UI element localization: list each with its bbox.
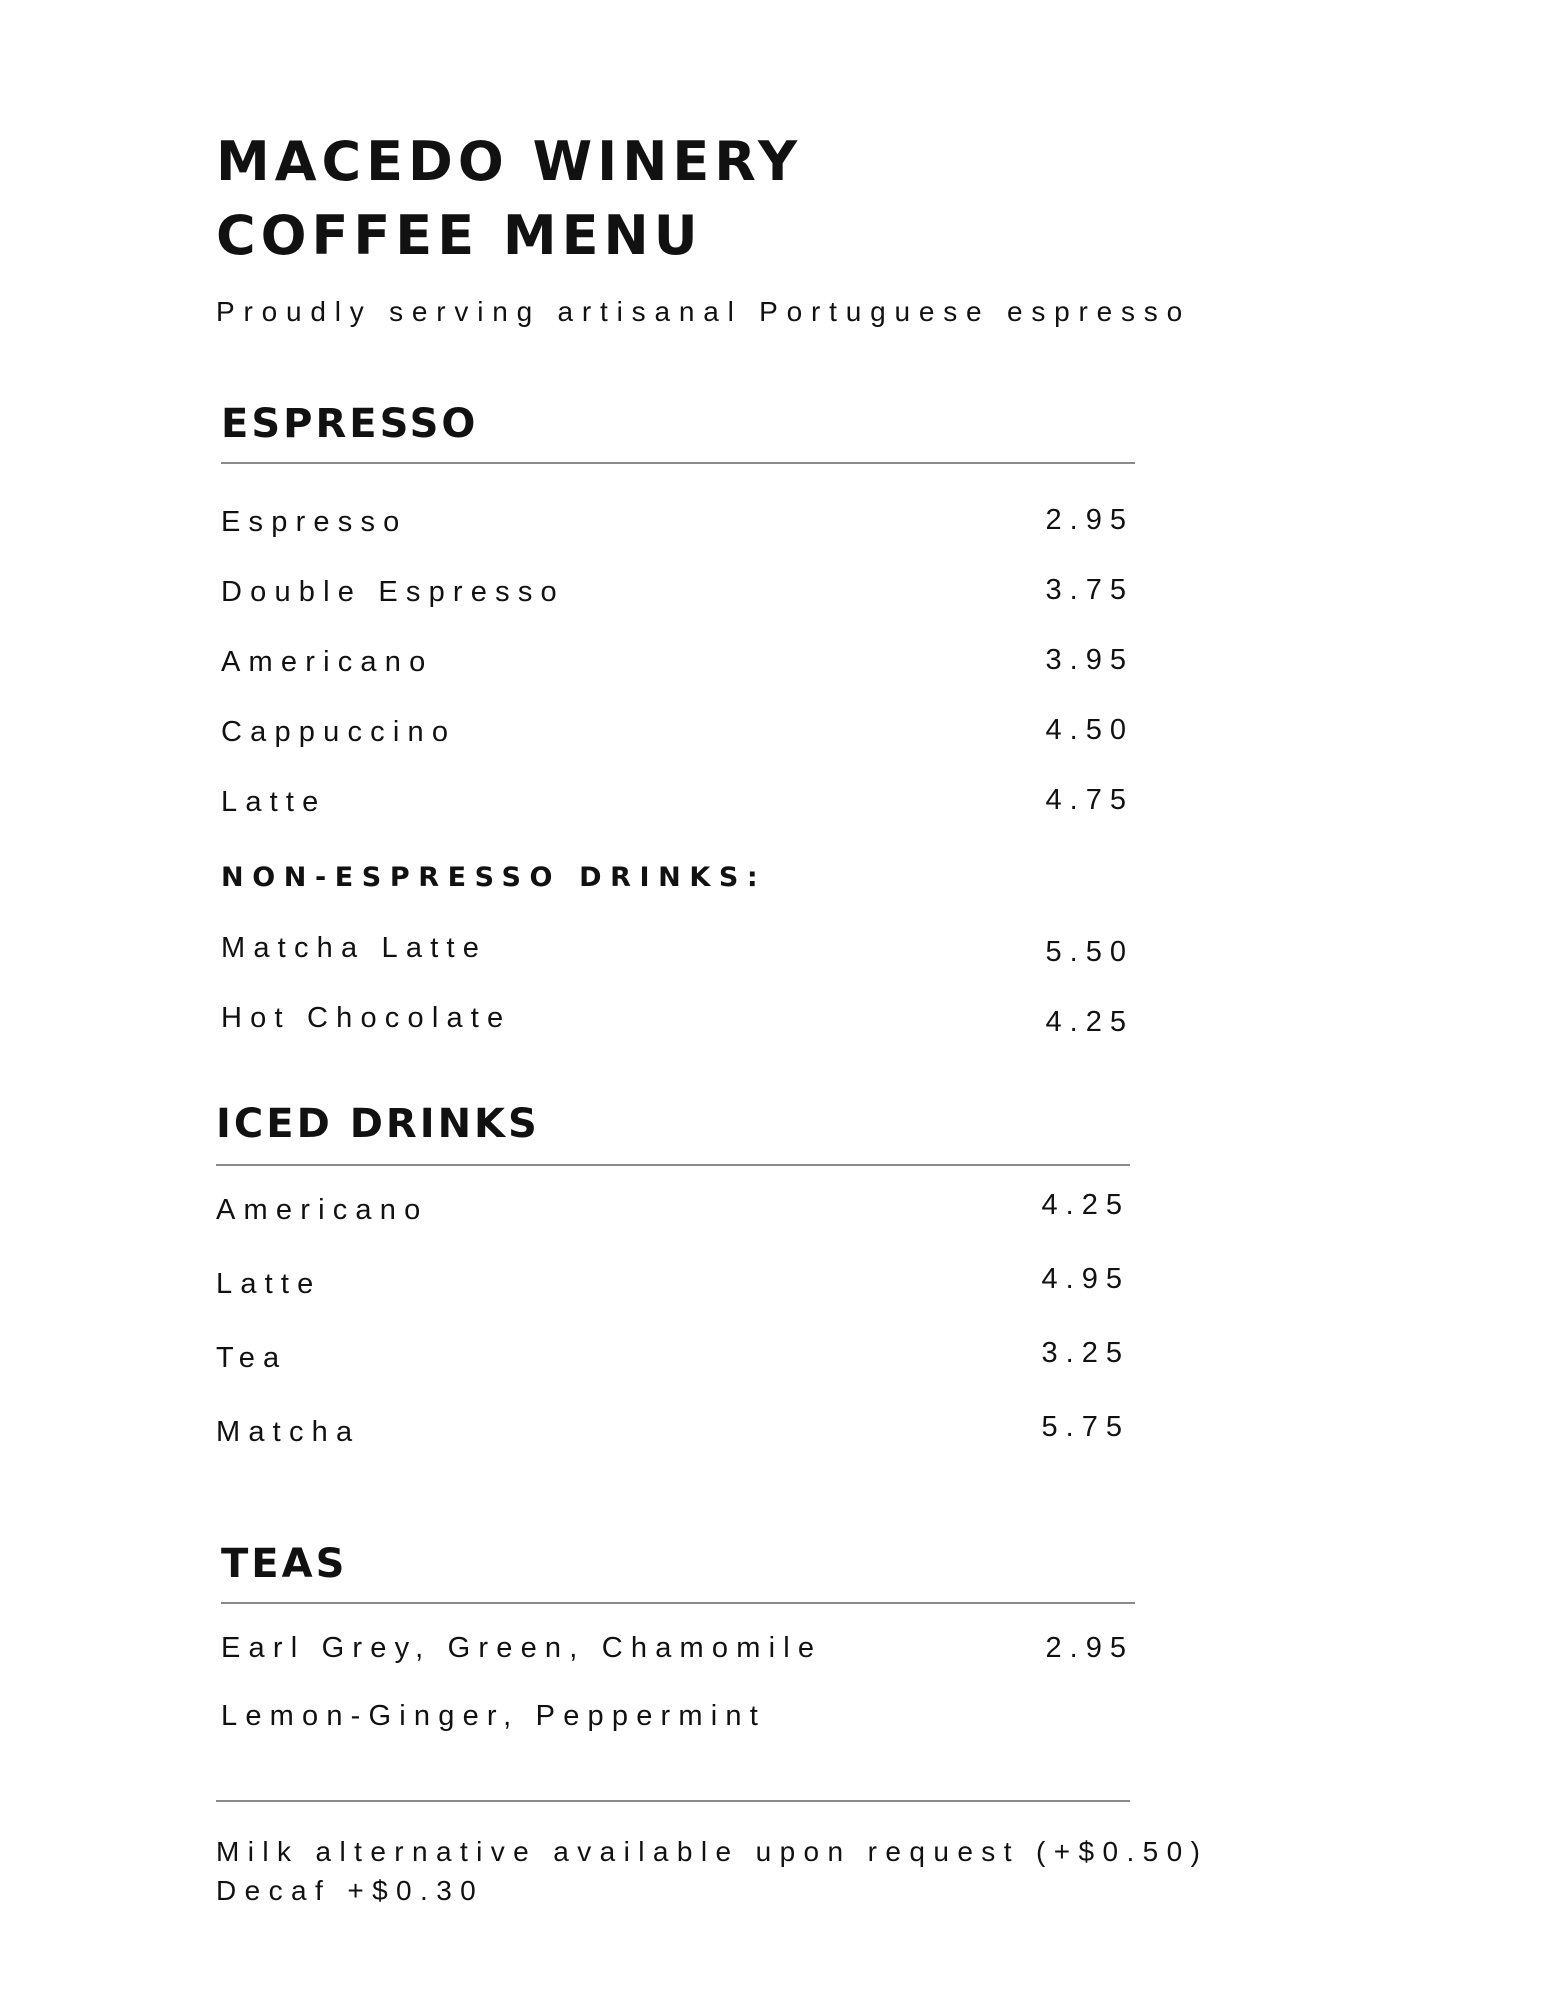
menu-item-name: Latte	[216, 1268, 322, 1300]
menu-item-name: Latte	[221, 786, 327, 818]
section-divider	[216, 1164, 1130, 1166]
section-heading-teas: TEAS	[221, 1541, 348, 1587]
menu-item-name: Tea	[216, 1342, 288, 1374]
menu-item-name: Matcha Latte	[221, 932, 488, 964]
menu-item-name: Espresso	[221, 506, 408, 538]
menu-item-name: Americano	[216, 1194, 429, 1226]
menu-item-name: Matcha	[216, 1416, 361, 1448]
menu-item-price: 4.95	[1041, 1263, 1130, 1295]
menu-item-name: Cappuccino	[221, 716, 457, 748]
menu-item-price: 5.75	[1041, 1411, 1130, 1443]
menu-title-line-1: MACEDO WINERY	[216, 130, 803, 193]
footer-divider	[216, 1800, 1130, 1802]
decaf-note: Decaf +$0.30	[216, 1875, 485, 1906]
menu-item-name: Hot Chocolate	[221, 1002, 512, 1034]
menu-item-price: 3.95	[1045, 644, 1134, 676]
menu-item-name: Americano	[221, 646, 434, 678]
section-heading-espresso: ESPRESSO	[221, 401, 479, 447]
menu-item-price: 5.50	[1045, 936, 1134, 968]
menu-item-price: 4.50	[1045, 714, 1134, 746]
section-divider	[221, 1602, 1135, 1604]
menu-item-price: 4.25	[1041, 1189, 1130, 1221]
menu-item-price: 4.25	[1045, 1006, 1134, 1038]
menu-item-price: 2.95	[1045, 504, 1134, 536]
menu-item-price: 4.75	[1045, 784, 1134, 816]
menu-item-price: 3.25	[1041, 1337, 1130, 1369]
menu-item-price: 2.95	[1045, 1632, 1134, 1664]
menu-item-name: Lemon-Ginger, Peppermint	[221, 1700, 766, 1732]
menu-title-line-2: COFFEE MENU	[216, 204, 703, 267]
menu-item-name: Earl Grey, Green, Chamomile	[221, 1632, 823, 1664]
subheading-non-espresso: NON-ESPRESSO DRINKS:	[221, 862, 767, 893]
menu-item-name: Double Espresso	[221, 576, 565, 608]
milk-alternative-note: Milk alternative available upon request (+$0.50)	[216, 1836, 1209, 1867]
menu-subtitle: Proudly serving artisanal Portuguese espresso	[216, 296, 1191, 327]
menu-item-price: 3.75	[1045, 574, 1134, 606]
section-divider	[221, 462, 1135, 464]
section-heading-iced-drinks: ICED DRINKS	[216, 1101, 540, 1147]
